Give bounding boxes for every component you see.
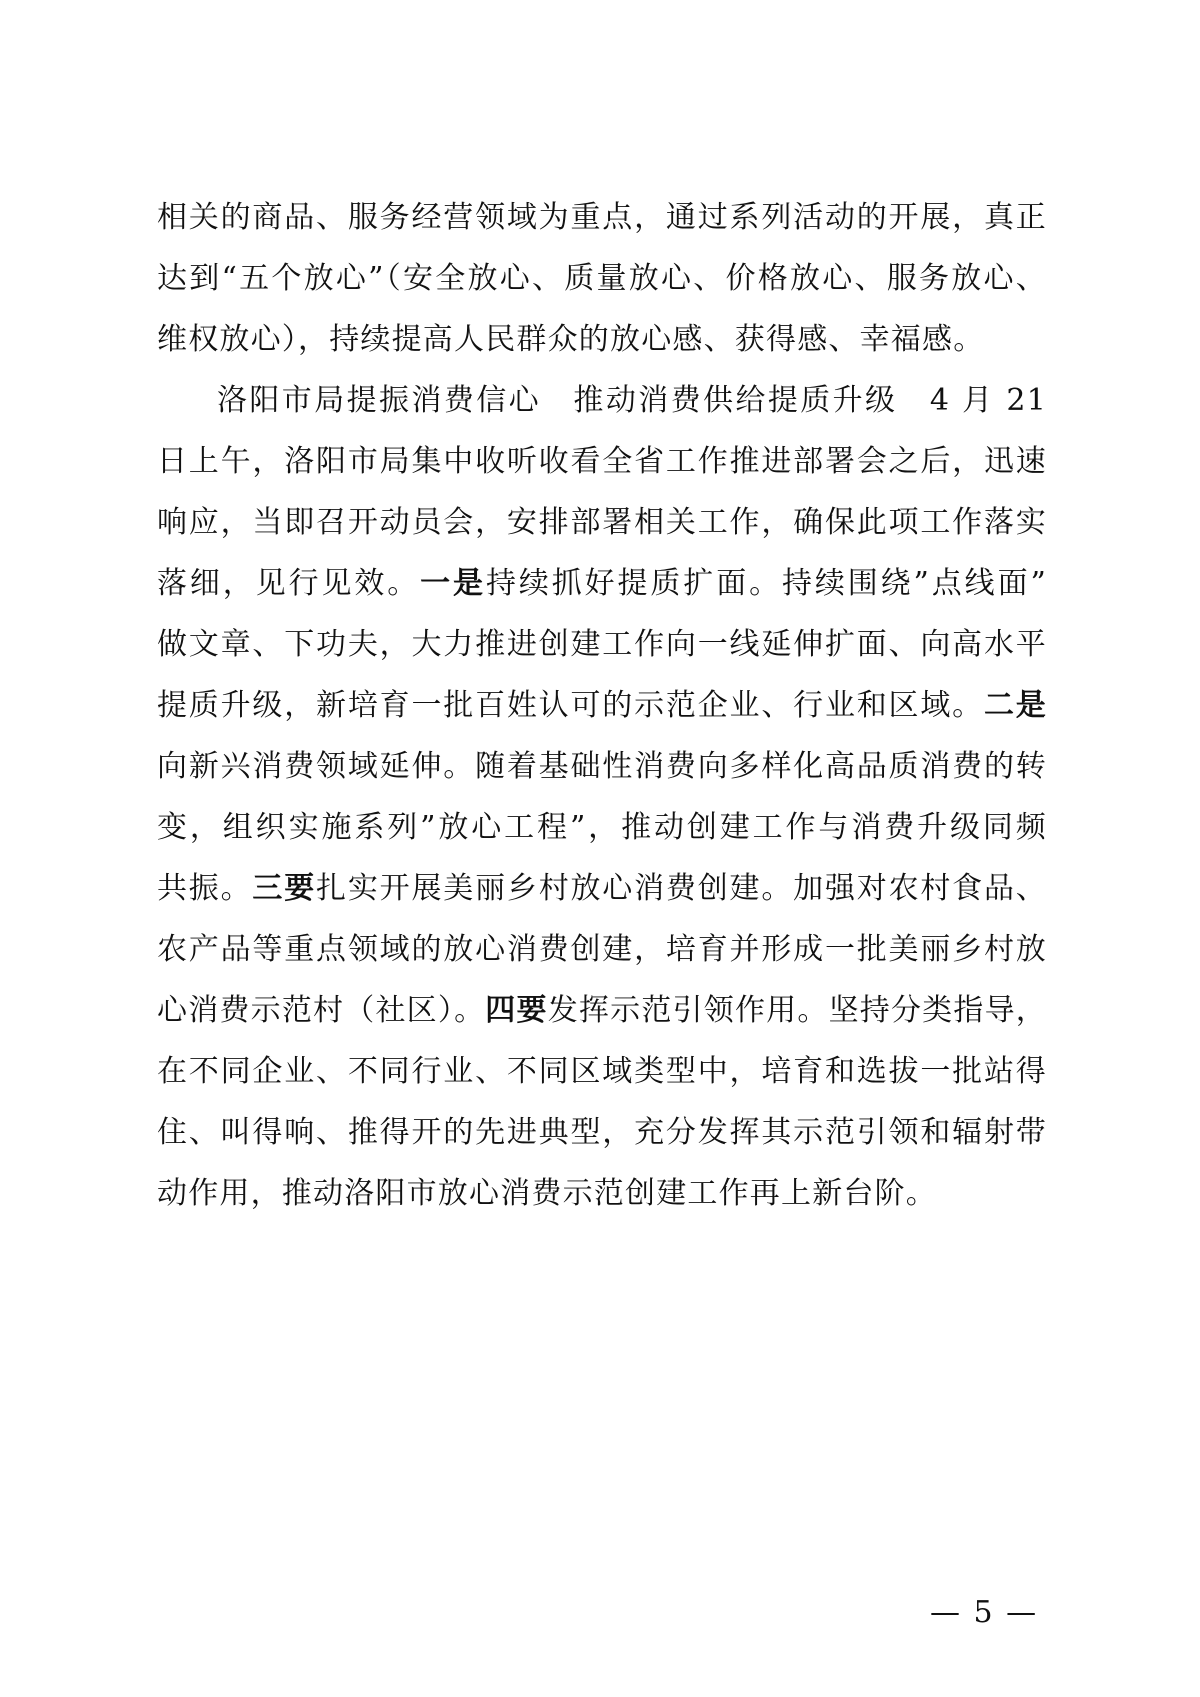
paragraph-2-line-7: 向新兴消费领域延伸。随着基础性消费向多样化高品质消费的转 <box>157 749 1047 784</box>
section-heading: 洛阳市局提振消费信心 推动消费供给提质升级 <box>217 383 898 418</box>
bold-marker-fourth: 四要 <box>485 993 548 1028</box>
line-text: 发挥示范引领作用。坚持分类指导， <box>547 993 1048 1028</box>
paragraph-2-line-3: 响应，当即召开动员会，安排部署相关工作，确保此项工作落实 <box>157 505 1047 540</box>
line-text: 提质升级，新培育一批百姓认可的示范企业、行业和区域。 <box>157 688 984 723</box>
line-text: 持续抓好提质扩面。持续围绕”点线面” <box>485 566 1048 601</box>
paragraph-2-line-1 <box>217 381 1047 421</box>
paragraph-2-line-12: 在不同企业、不同行业、不同区域类型中，培育和选拔一批站得 <box>157 1054 1047 1089</box>
paragraph-1-line-1: 相关的商品、服务经营领域为重点，通过系列活动的开展，真正 <box>157 200 1047 235</box>
paragraph-2-line-11 <box>157 991 1047 1031</box>
paragraph-2-line-4 <box>157 564 1047 604</box>
paragraph-2-line-13: 住、叫得响、推得开的先进典型，充分发挥其示范引领和辐射带 <box>157 1115 1047 1150</box>
paragraph-1-line-3: 维权放心），持续提高人民群众的放心感、获得感、幸福感。 <box>157 322 985 357</box>
paragraph-2-line-6 <box>157 686 1047 726</box>
paragraph-2-line-5: 做文章、下功夫，大力推进创建工作向一线延伸扩面、向高水平 <box>157 627 1047 662</box>
paragraph-1-line-2: 达到“五个放心”（安全放心、质量放心、价格放心、服务放心、 <box>157 261 1047 296</box>
line-text: 扎实开展美丽乡村放心消费创建。加强对农村食品、 <box>316 871 1047 906</box>
bold-marker-first: 一是 <box>420 566 486 601</box>
bold-marker-third: 三要 <box>252 871 317 906</box>
line-text: 心消费示范村（社区）。 <box>157 993 486 1028</box>
paragraph-2-line-9 <box>157 869 1047 909</box>
bold-marker-second: 二是 <box>983 688 1047 723</box>
line-text: 落细，见行见效。 <box>157 566 421 601</box>
paragraph-2-line-2: 日上午，洛阳市局集中收听收看全省工作推进部署会之后，迅速 <box>157 444 1047 479</box>
paragraph-2-line-14: 动作用，推动洛阳市放心消费示范创建工作再上新台阶。 <box>157 1176 937 1211</box>
page-number: — 5 — <box>930 1595 1039 1630</box>
heading-tail-text: 4 月 21 <box>897 383 1047 418</box>
line-text: 共振。 <box>157 871 253 906</box>
paragraph-2-line-8: 变，组织实施系列”放心工程”，推动创建工作与消费升级同频 <box>157 810 1047 845</box>
paragraph-2-line-10: 农产品等重点领域的放心消费创建，培育并形成一批美丽乡村放 <box>157 932 1047 967</box>
